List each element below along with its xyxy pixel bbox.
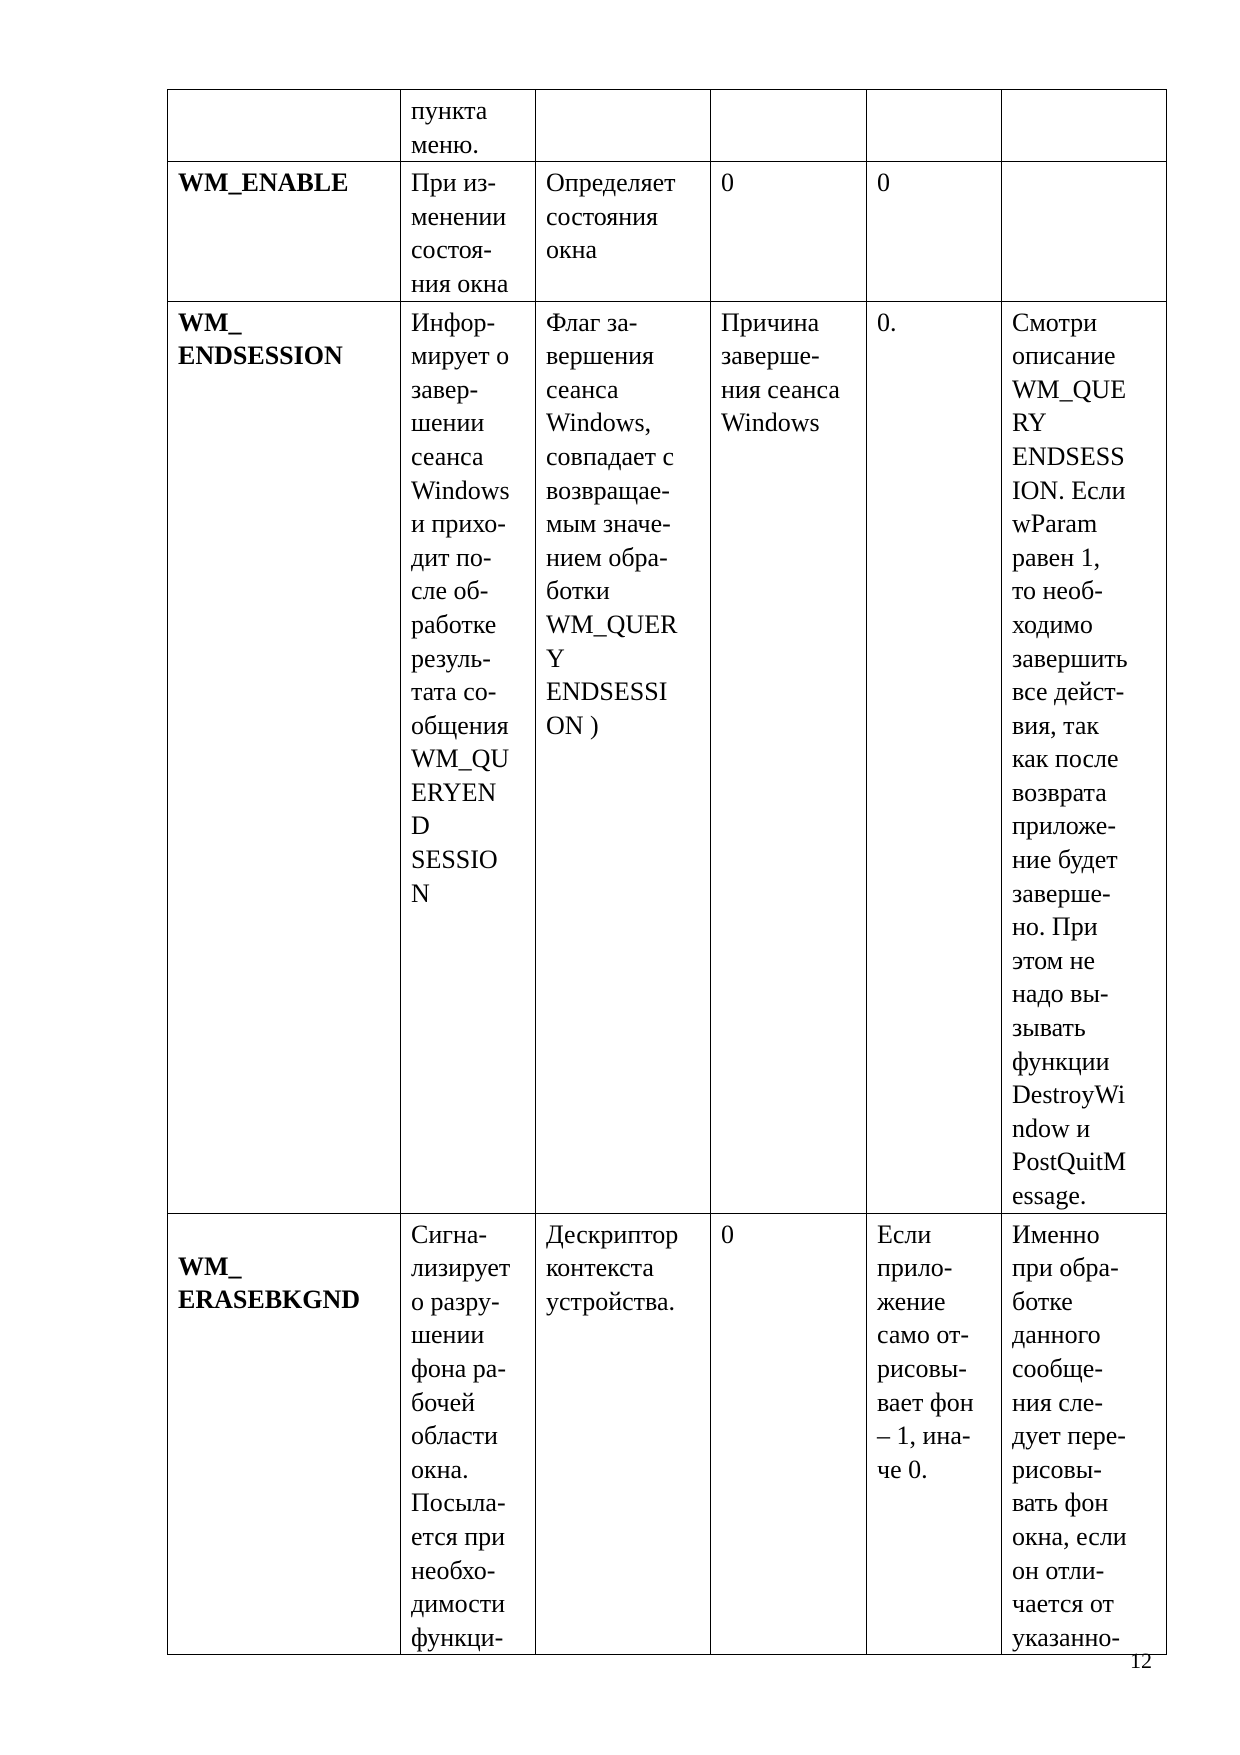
description-cell: Инфор- мирует о завер- шении сеанса Windows и прихо- дит по- сле об- работке резуль- тата со- общения WM_QU ERYEN D SESSIO N: [401, 301, 536, 1213]
note-cell: Именно при обра- ботке данного сообще- ния сле- дует пере- рисовы- вать фон окна, если он отли- чается от указанно-: [1002, 1213, 1167, 1655]
lparam-cell: [711, 90, 867, 162]
lparam-cell: 0: [711, 1213, 867, 1655]
message-name-cell: WM_ENABLE: [168, 162, 401, 301]
table-row: [168, 90, 1167, 162]
description-cell: пункта меню.: [401, 90, 536, 162]
return-value-cell: Если прило- жение само от- рисовы- вает фон – 1, ина- че 0.: [867, 1213, 1002, 1655]
table-row: [168, 1213, 1167, 1655]
return-value-cell: 0: [867, 162, 1002, 301]
message-name-cell: [168, 90, 401, 162]
note-cell: [1002, 162, 1167, 301]
description-cell: Сигна- лизирует о разру- шении фона ра- бочей области окна. Посыла- ется при необхо- димости функци-: [401, 1213, 536, 1655]
message-name-cell: WM_ ERASEBKGND: [168, 1213, 401, 1655]
wparam-cell: Флаг за- вершения сеанса Windows, совпадает с возвращае- мым значе- нием обра- ботки WM_QUER Y ENDSESSI ON ): [536, 301, 711, 1213]
lparam-cell: Причина заверше- ния сеанса Windows: [711, 301, 867, 1213]
message-table: [167, 89, 1167, 1655]
note-cell: Смотри описание WM_QUE RY ENDSESS ION. Если wParam равен 1, то необ- ходимо завершить все дейст- вия, так как после возврата приложе- ние будет заверше- но. При этом не надо вы- зывать функции DestroyWi ndow и PostQuitM essage.: [1002, 301, 1167, 1213]
message-name-cell: WM_ ENDSESSION: [168, 301, 401, 1213]
note-cell: [1002, 90, 1167, 162]
table-row: [168, 301, 1167, 1213]
return-value-cell: 0.: [867, 301, 1002, 1213]
wparam-cell: [536, 90, 711, 162]
return-value-cell: [867, 90, 1002, 162]
table-row: [168, 162, 1167, 301]
lparam-cell: 0: [711, 162, 867, 301]
wparam-cell: Дескриптор контекста устройства.: [536, 1213, 711, 1655]
wparam-cell: Определяет состояния окна: [536, 162, 711, 301]
page-number: 12: [1130, 1648, 1152, 1673]
description-cell: При из- менении состоя- ния окна: [401, 162, 536, 301]
